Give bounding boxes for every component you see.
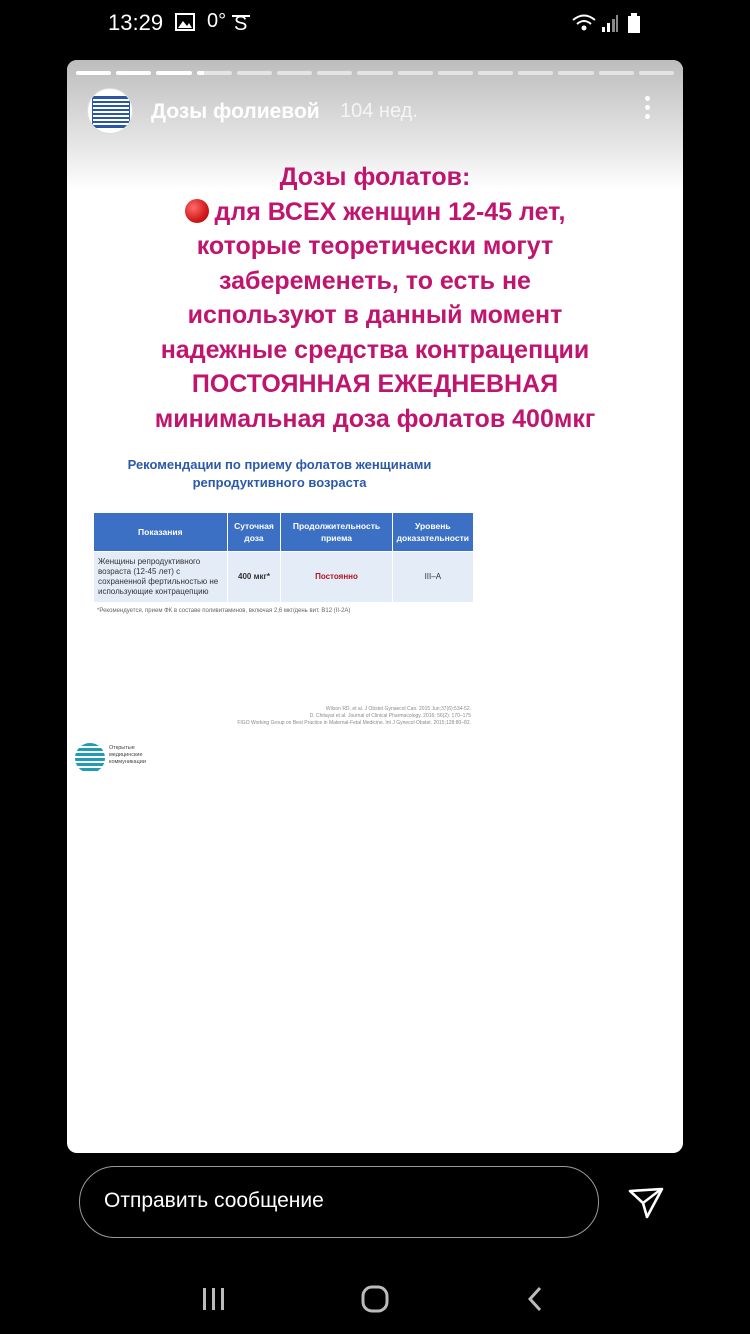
- heading-line: надежные средства контрацепции: [160, 335, 590, 364]
- progress-segment: [116, 71, 151, 75]
- recommendation-title-line: Рекомендации по приему фолатов женщинами: [127, 457, 432, 472]
- story-progress-bar: [76, 71, 674, 75]
- logo-text-line: медицинские: [109, 752, 143, 758]
- battery-icon: [628, 13, 640, 33]
- progress-segment: [317, 71, 352, 75]
- heading-line: ПОСТОЯННАЯ ЕЖЕДНЕВНАЯ: [191, 370, 559, 398]
- recommendation-table: [93, 512, 474, 603]
- table-header: Уровень доказательности: [392, 513, 473, 552]
- avatar[interactable]: [87, 88, 133, 134]
- heading-line: минимальная доза фолатов 400мкг: [154, 404, 596, 433]
- progress-segment: [398, 71, 433, 75]
- wifi-icon: [571, 13, 597, 33]
- gallery-icon: [175, 13, 195, 31]
- recommendation-title: [107, 456, 452, 492]
- publisher-logo-text: [109, 745, 146, 766]
- red-circle-icon: [185, 199, 209, 223]
- table-header: Суточная доза: [227, 513, 281, 552]
- progress-segment: [357, 71, 392, 75]
- heading-line-text: для ВСЕХ женщин 12-45 лет,: [214, 197, 566, 226]
- table-footnote: *Рекомендуется, прием ФК в составе поливитаминов, включая 2,6 мкг/день вит. В12 (II-2А): [97, 608, 351, 614]
- send-icon[interactable]: [626, 1182, 666, 1222]
- table-cell-duration: Постоянно: [281, 552, 392, 603]
- story-time-ago: 104 нед.: [340, 100, 418, 122]
- avatar-image: [92, 96, 130, 128]
- logo-text-line: Открытые: [109, 745, 135, 751]
- progress-segment: [558, 71, 593, 75]
- app-s-icon: [232, 13, 250, 33]
- table-cell-indication: Женщины репродуктивного возраста (12-45 лет) с сохраненной фертильностью не использующие контрацепцию: [94, 552, 228, 603]
- progress-segment: [438, 71, 473, 75]
- progress-segment: [478, 71, 513, 75]
- home-icon[interactable]: [360, 1284, 390, 1314]
- progress-segment: [197, 71, 232, 75]
- progress-segment: [277, 71, 312, 75]
- status-time: 13:29: [108, 10, 164, 35]
- table-header: Показания: [94, 513, 228, 552]
- table-cell-dose: 400 мкг*: [227, 552, 281, 603]
- table-header-row: [94, 513, 474, 552]
- publisher-logo-icon: [75, 743, 105, 773]
- recommendation-title-line: репродуктивного возраста: [192, 475, 367, 490]
- progress-segment: [156, 71, 191, 75]
- story-card[interactable]: [67, 60, 683, 1153]
- system-nav-bar: [0, 1270, 750, 1330]
- reference-line: Wilson RD, et al. J Obstet Gynaecol Can. 2015 Jun;37(6):534-52.: [325, 706, 471, 712]
- status-bar: [0, 0, 750, 50]
- table-header: Продолжительность приема: [281, 513, 392, 552]
- references: [177, 706, 471, 727]
- reference-line: FIGO Working Group on Best Practice in Maternal-Fetal Medicine. Int J Gynecol Obstet. 2015;128:80–82.: [237, 720, 471, 726]
- logo-text-line: коммуникации: [109, 759, 146, 765]
- heading-line: [87, 195, 663, 230]
- progress-segment: [76, 71, 111, 75]
- progress-segment: [639, 71, 674, 75]
- story-heading: [87, 160, 663, 436]
- back-icon[interactable]: [522, 1284, 548, 1314]
- more-options-icon[interactable]: [643, 96, 651, 126]
- heading-line: забеременеть, то есть не: [219, 266, 531, 295]
- svg-text:S: S: [234, 13, 248, 33]
- reference-line: D. Chitayat et al. Journal of Clinical Pharmacology. 2016; 56(2): 170–175: [309, 713, 471, 719]
- progress-segment: [599, 71, 634, 75]
- table-row: [94, 552, 474, 603]
- temperature-text: 0°: [207, 10, 227, 32]
- progress-segment: [237, 71, 272, 75]
- progress-segment: [518, 71, 553, 75]
- table-cell-evidence: III–A: [392, 552, 473, 603]
- message-input[interactable]: [79, 1166, 599, 1238]
- heading-line: Дозы фолатов:: [279, 163, 471, 191]
- story-username[interactable]: Дозы фолиевой: [151, 100, 320, 123]
- recent-apps-icon[interactable]: [200, 1284, 228, 1314]
- heading-line: которые теоретически могут: [196, 232, 554, 260]
- heading-line: используют в данный момент: [187, 301, 563, 329]
- signal-icon: [601, 13, 619, 33]
- message-input-placeholder: Отправить сообщение: [104, 1189, 324, 1212]
